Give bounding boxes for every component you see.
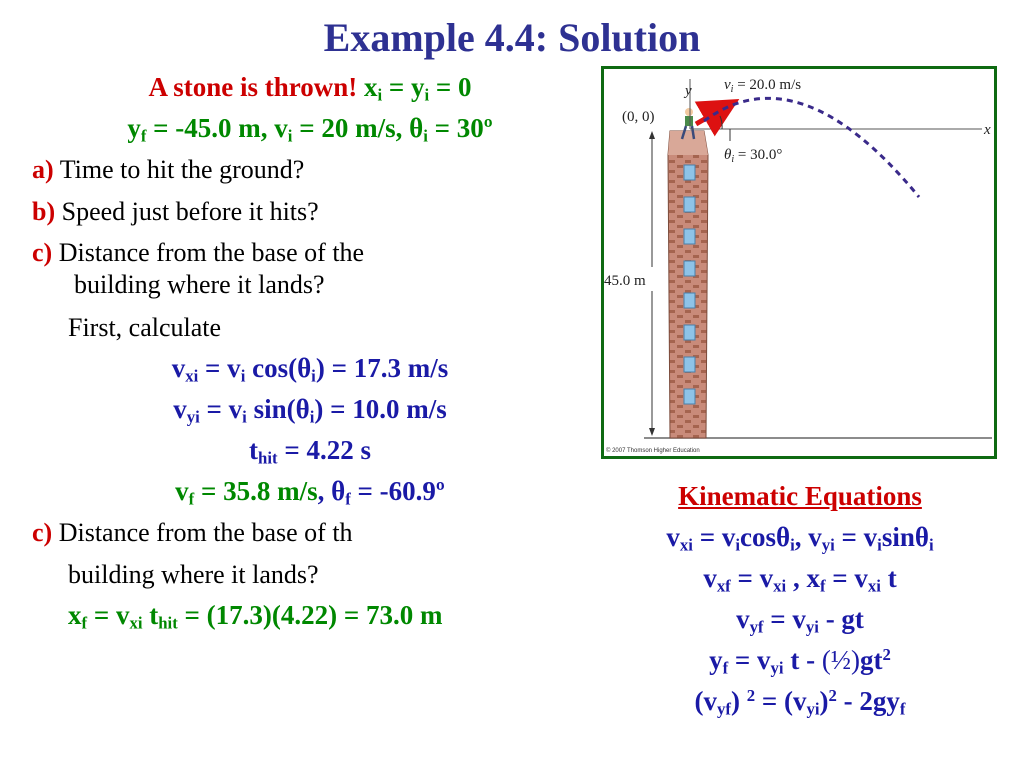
building-top — [668, 131, 708, 155]
kinematic-eq-3: $v_{yf} = v_{yi}$ - gt — [736, 604, 864, 637]
y-axis-label: y — [685, 83, 692, 99]
kinematic-eq-1: $v_{xi} = v_i\cos\theta_i$, $v_{yi} = v_i\sin\theta_i$ — [666, 522, 934, 555]
question-c: c) Distance from the base of the — [32, 238, 365, 267]
question-a: a) Time to hit the ground? — [32, 155, 305, 184]
question-b: b) Speed just before it hits? — [32, 197, 319, 226]
vf-equation: $v_f = 35.8$ m/s, $\theta_f$ = -60.9º — [175, 476, 445, 509]
height-label: 45.0 m — [604, 273, 646, 289]
initial-position-text: $x_i = y_i = 0$ — [363, 72, 472, 105]
given-line-2: $y_f = -45.0$ m, $v_i = 20$ m/s, $\theta_i$ = 30º — [127, 113, 493, 146]
stone-thrown-text: A stone is thrown! — [148, 72, 358, 102]
projectile-figure — [601, 66, 997, 459]
theta-arc — [720, 116, 722, 129]
vxi-equation: $v_{xi} = v_i$ $\cos(\theta_i) = 17.3$ m/s — [171, 353, 449, 386]
theta-label: $\theta_i = 30.0^\circ$ — [724, 147, 783, 165]
thit-equation: $t_{hit} = 4.22$ s — [249, 435, 371, 468]
vyi-equation: $v_{yi} = v_i$ $\sin(\theta_i) = 10.0$ m/s — [173, 394, 447, 427]
given-line-1 — [60, 72, 560, 103]
kinematic-eq-5: $(v_{yf}) ^2 = (v_{yi})^2 - 2gy_f$ — [694, 685, 906, 719]
page-title: Example 4.4: Solution — [323, 15, 701, 60]
xf-equation: $x_f = v_{xi}$ $t_{hit} = (17.3)(4.22) = 73.0$ m — [68, 600, 443, 633]
copyright-text: © 2007 Thomson Higher Education — [606, 448, 700, 454]
question-c-cont: building where it lands? — [74, 270, 325, 299]
kinematic-title: Kinematic Equations — [678, 481, 922, 511]
kinematic-eq-2: $v_{xf} = v_{xi}$ , $x_f = v_{xi}$ t — [703, 563, 897, 596]
figure-svg — [604, 69, 994, 456]
kinematic-eq-4: $y_f = v_{yi}$ t - $(\frac{1}{2})gt^2$ — [709, 644, 891, 678]
first-calculate: First, calculate — [68, 313, 222, 342]
part-c-question-cont: building where it lands? — [68, 560, 319, 589]
origin-label: (0, 0) — [622, 109, 655, 125]
vi-label: $v_i = 20.0$ m/s — [724, 77, 802, 95]
x-axis-label: x — [984, 122, 991, 138]
initial-velocity-arrow — [696, 109, 722, 124]
part-c-question: c) Distance from the base of th — [32, 518, 353, 547]
